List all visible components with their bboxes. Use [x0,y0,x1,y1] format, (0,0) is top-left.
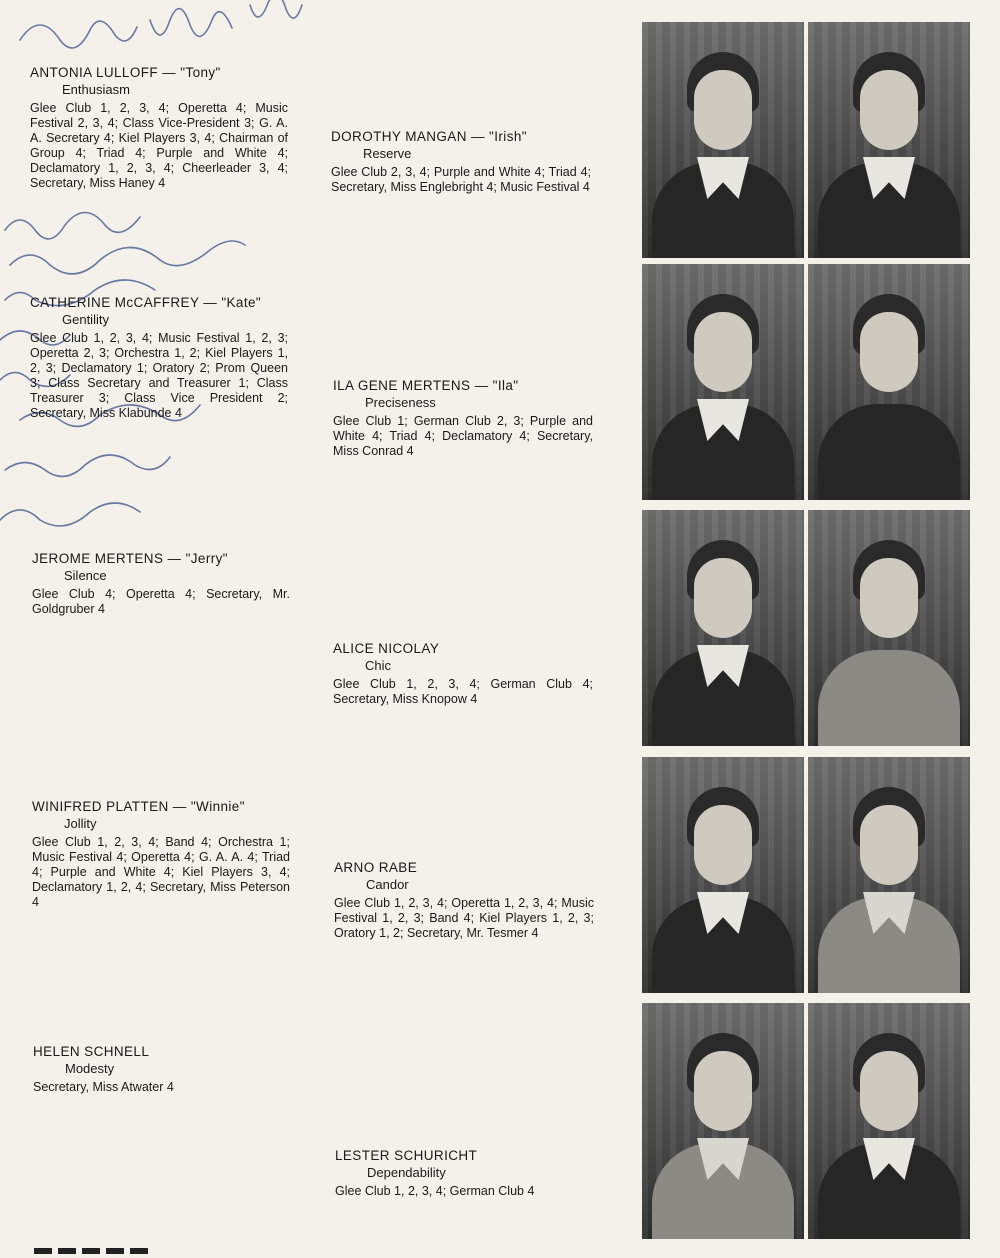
student-name: ANTONIA LULLOFF — "Tony" [30,65,221,80]
entry-arno-rabe [334,859,594,941]
student-record: Glee Club 1, 2, 3, 4; German Club 4 [335,1184,535,1198]
entry-alice-nicolay [333,640,593,707]
portrait-alice-nicolay [808,510,970,746]
student-record: Glee Club 1, 2, 3, 4; Operetta 1, 2, 3, 4; Music Festival 1, 2, 3; Band 4; Kiel Players 1, 2, 3; Oratory 1, 2; Secretary, Mr. Tesmer 4 [334,896,594,940]
student-trait: Dependability [367,1165,446,1180]
entry-jerome-mertens [32,550,290,617]
entry-lester-schuricht [335,1147,595,1199]
student-record: Glee Club 4; Operetta 4; Secretary, Mr. Goldgruber 4 [32,587,290,616]
portrait-winifred-platten [642,757,804,993]
entry-antonia-lulloff [30,64,288,191]
student-name: HELEN SCHNELL [33,1044,150,1059]
portrait-lester-schuricht [808,1003,970,1239]
student-record: Glee Club 1, 2, 3, 4; Music Festival 1, 2, 3; Operetta 2, 3; Orchestra 1, 2; Kiel Players 1, 2, 3; Declamatory 1; Oratory 2; Prom Queen 3; Class Secretary and Treasurer 1; Class Treasurer 3; Class Vice President 2; Secretary, Miss Klabunde 4 [30,331,288,420]
student-trait: Reserve [363,146,412,161]
student-trait: Preciseness [365,395,436,410]
page-edge-mark [34,1248,154,1254]
student-name: ILA GENE MERTENS — "Ila" [333,378,519,393]
portrait-antonia-lulloff [642,22,804,258]
entry-dorothy-mangan [331,128,591,195]
portrait-dorothy-mangan [808,22,970,258]
student-trait: Chic [365,658,392,673]
student-record: Secretary, Miss Atwater 4 [33,1080,174,1094]
portrait-ila-gene-mertens [808,264,970,500]
student-record: Glee Club 1, 2, 3, 4; Operetta 4; Music Festival 2, 3, 4; Class Vice-President 3; G. A. A. Secretary 4; Kiel Players 3, 4; Chairman of Group 4; Triad 4; Purple and White 4; Declamatory 1, 2, 3, 4; Cheerleader 3, 4; Secretary, Miss Haney 4 [30,101,288,190]
student-record: Glee Club 2, 3, 4; Purple and White 4; Triad 4; Secretary, Miss Englebright 4; Music Festival 4 [331,165,591,194]
student-trait: Candor [366,877,409,892]
student-name: WINIFRED PLATTEN — "Winnie" [32,799,245,814]
student-name: JEROME MERTENS — "Jerry" [32,551,228,566]
student-name: DOROTHY MANGAN — "Irish" [331,129,527,144]
entry-catherine-mccaffrey [30,294,288,421]
portrait-jerome-mertens [642,510,804,746]
entry-ila-gene-mertens [333,377,593,459]
student-trait: Modesty [65,1061,115,1076]
student-record: Glee Club 1, 2, 3, 4; Band 4; Orchestra 1; Music Festival 4; Operetta 4; G. A. A. 4; Triad 4; Purple and White 4; Kiel Players 3, 4; Declamatory 1, 2, 4; Secretary, Miss Peterson 4 [32,835,290,909]
student-name: ALICE NICOLAY [333,641,440,656]
student-record: Glee Club 1; German Club 2, 3; Purple and White 4; Triad 4; Declamatory 4; Secretary, Miss Conrad 4 [333,414,593,458]
portrait-arno-rabe [808,757,970,993]
student-record: Glee Club 1, 2, 3, 4; German Club 4; Secretary, Miss Knopow 4 [333,677,593,706]
student-trait: Gentility [62,312,109,327]
student-name: ARNO RABE [334,860,418,875]
entry-winifred-platten [32,798,290,910]
portrait-helen-schnell [642,1003,804,1239]
portrait-grid [640,20,974,1245]
student-trait: Jollity [64,816,97,831]
portrait-catherine-mccaffrey [642,264,804,500]
student-name: CATHERINE McCAFFREY — "Kate" [30,295,262,310]
entry-helen-schnell [33,1043,291,1095]
student-name: LESTER SCHURICHT [335,1148,478,1163]
student-trait: Enthusiasm [62,82,130,97]
student-trait: Silence [64,568,107,583]
